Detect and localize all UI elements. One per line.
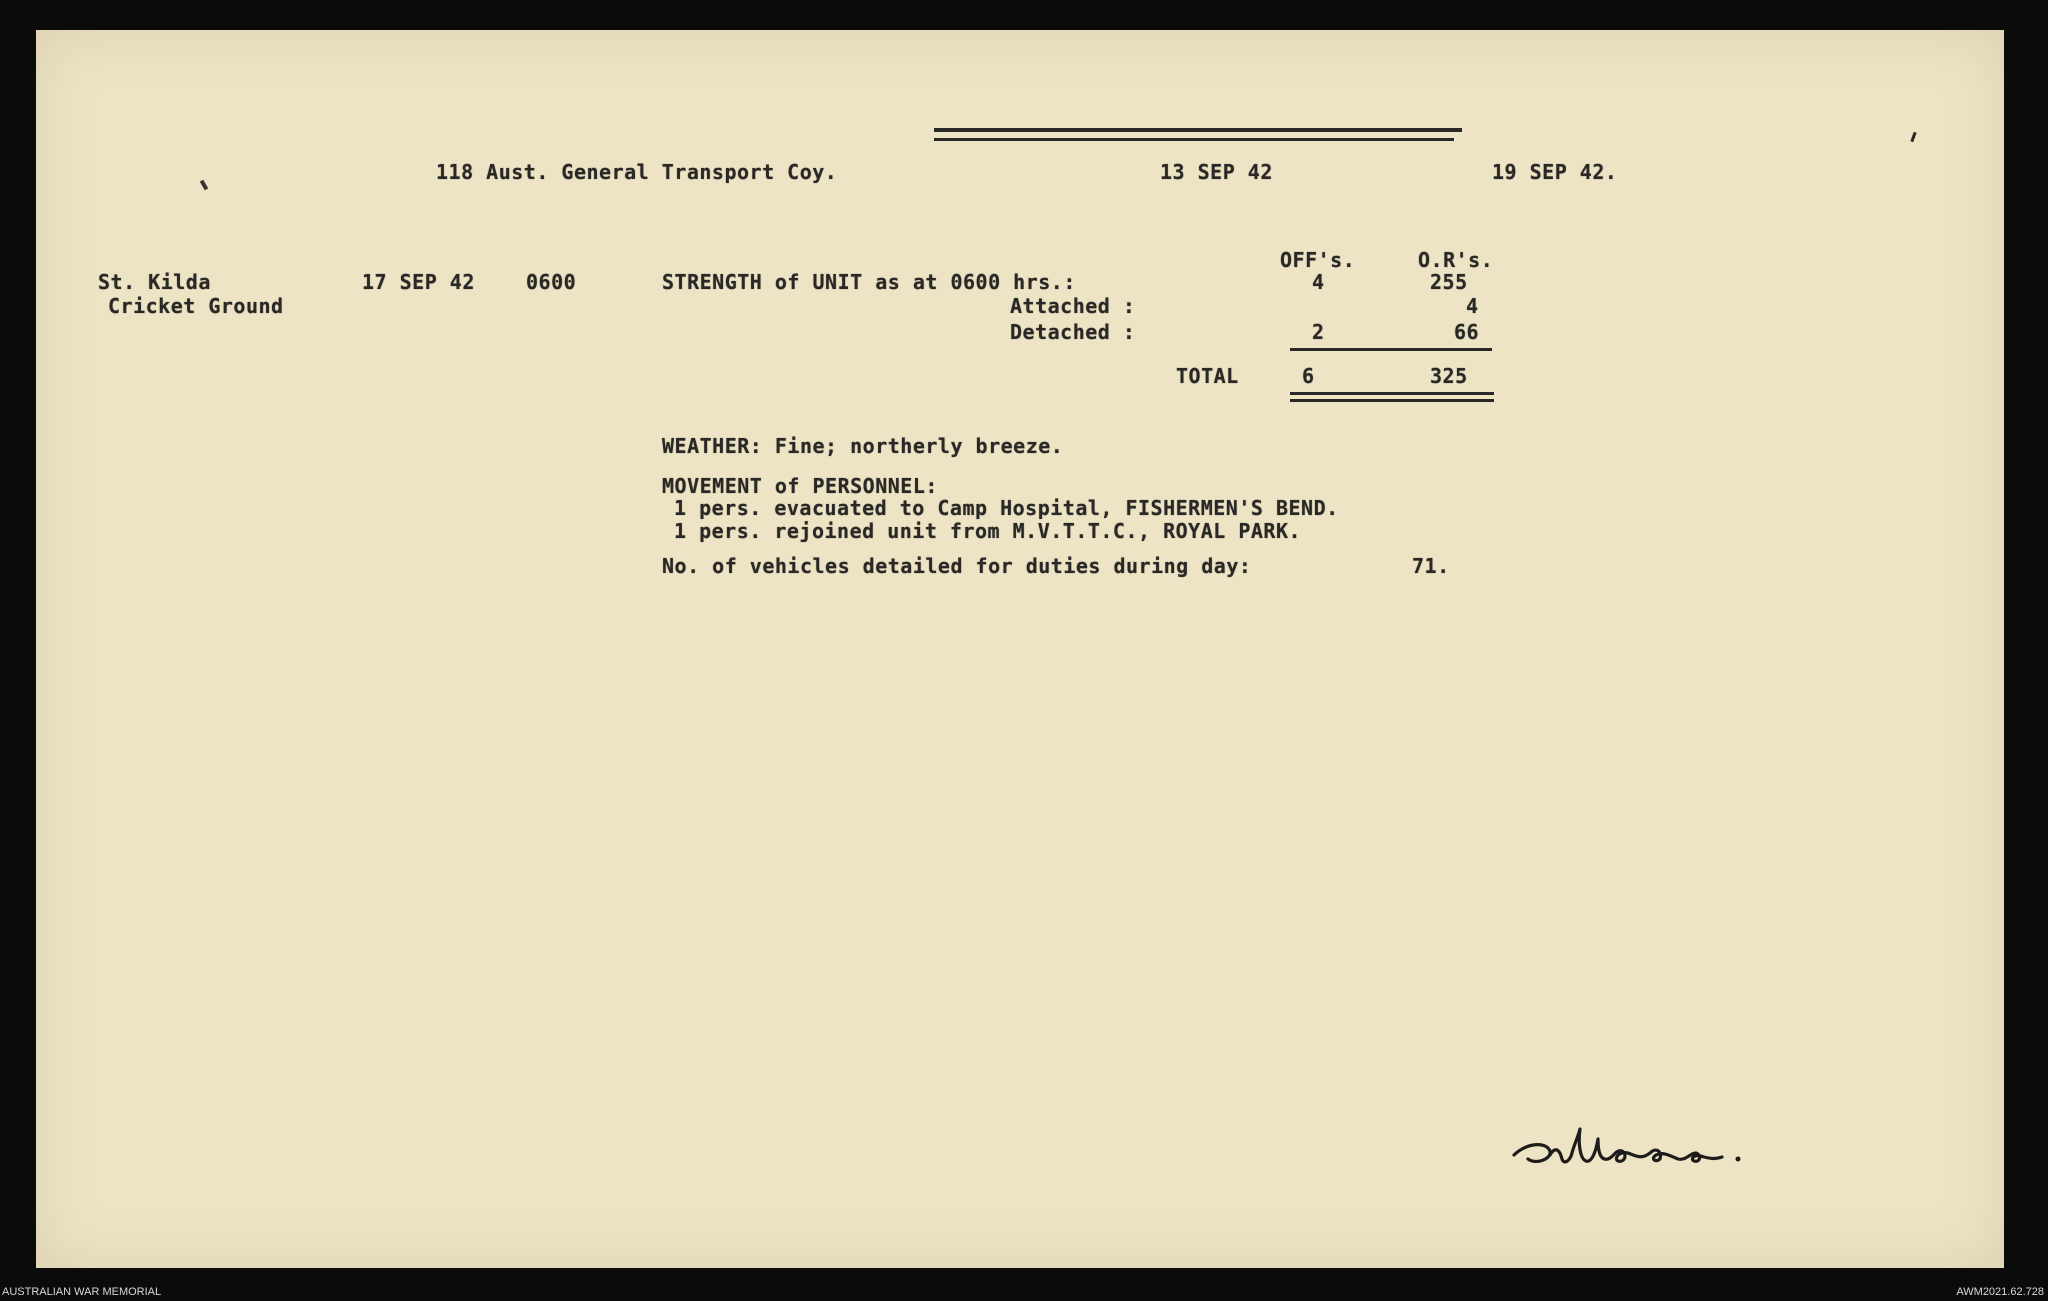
total-offs: 6 [1302,364,1315,388]
header-rule [934,138,1454,141]
vehicles-label: No. of vehicles detailed for duties during day: [662,554,1252,578]
movement-heading: MOVEMENT of PERSONNEL: [662,474,938,498]
document-page [36,30,2004,1268]
movement-line-1: 1 pers. evacuated to Camp Hospital, FISHERMEN'S BEND. [674,496,1339,520]
detached-label: Detached : [1010,320,1136,344]
col-header-offs: OFF's. [1280,248,1356,272]
entry-time: 0600 [526,270,577,294]
strength-title: STRENGTH of UNIT as at 0600 hrs.: [662,270,1076,294]
weather-line: WEATHER: Fine; northerly breeze. [662,434,1064,458]
footer-accession: AWM2021.62.728 [1956,1286,2044,1298]
period-start-date: 13 SEP 42 [1160,160,1273,184]
footer-credit: AUSTRALIAN WAR MEMORIAL [2,1286,162,1298]
header-rule [934,128,1462,132]
entry-date: 17 SEP 42 [362,270,475,294]
total-ors: 325 [1430,364,1468,388]
stray-mark [1910,132,1916,142]
period-end-date: 19 SEP 42. [1492,160,1618,184]
signature-image [1506,1115,1816,1185]
stray-mark [200,180,208,191]
place-line-2: Cricket Ground [108,294,284,318]
detached-offs: 2 [1312,320,1325,344]
col-header-ors: O.R's. [1418,248,1494,272]
unit-name: 118 Aust. General Transport Coy. [436,160,838,184]
movement-line-2: 1 pers. rejoined unit from M.V.T.T.C., ROYAL PARK. [674,519,1302,543]
place-line-1: St. Kilda [98,270,211,294]
total-label: TOTAL [1176,364,1239,388]
total-double-rule [1290,392,1494,395]
strength-ors: 255 [1430,270,1468,294]
total-double-rule [1290,399,1494,402]
vehicles-count: 71. [1412,554,1450,578]
detached-ors: 66 [1454,320,1480,344]
attached-ors: 4 [1466,294,1479,318]
subtotal-rule [1290,348,1492,351]
strength-offs: 4 [1312,270,1325,294]
attached-label: Attached : [1010,294,1136,318]
